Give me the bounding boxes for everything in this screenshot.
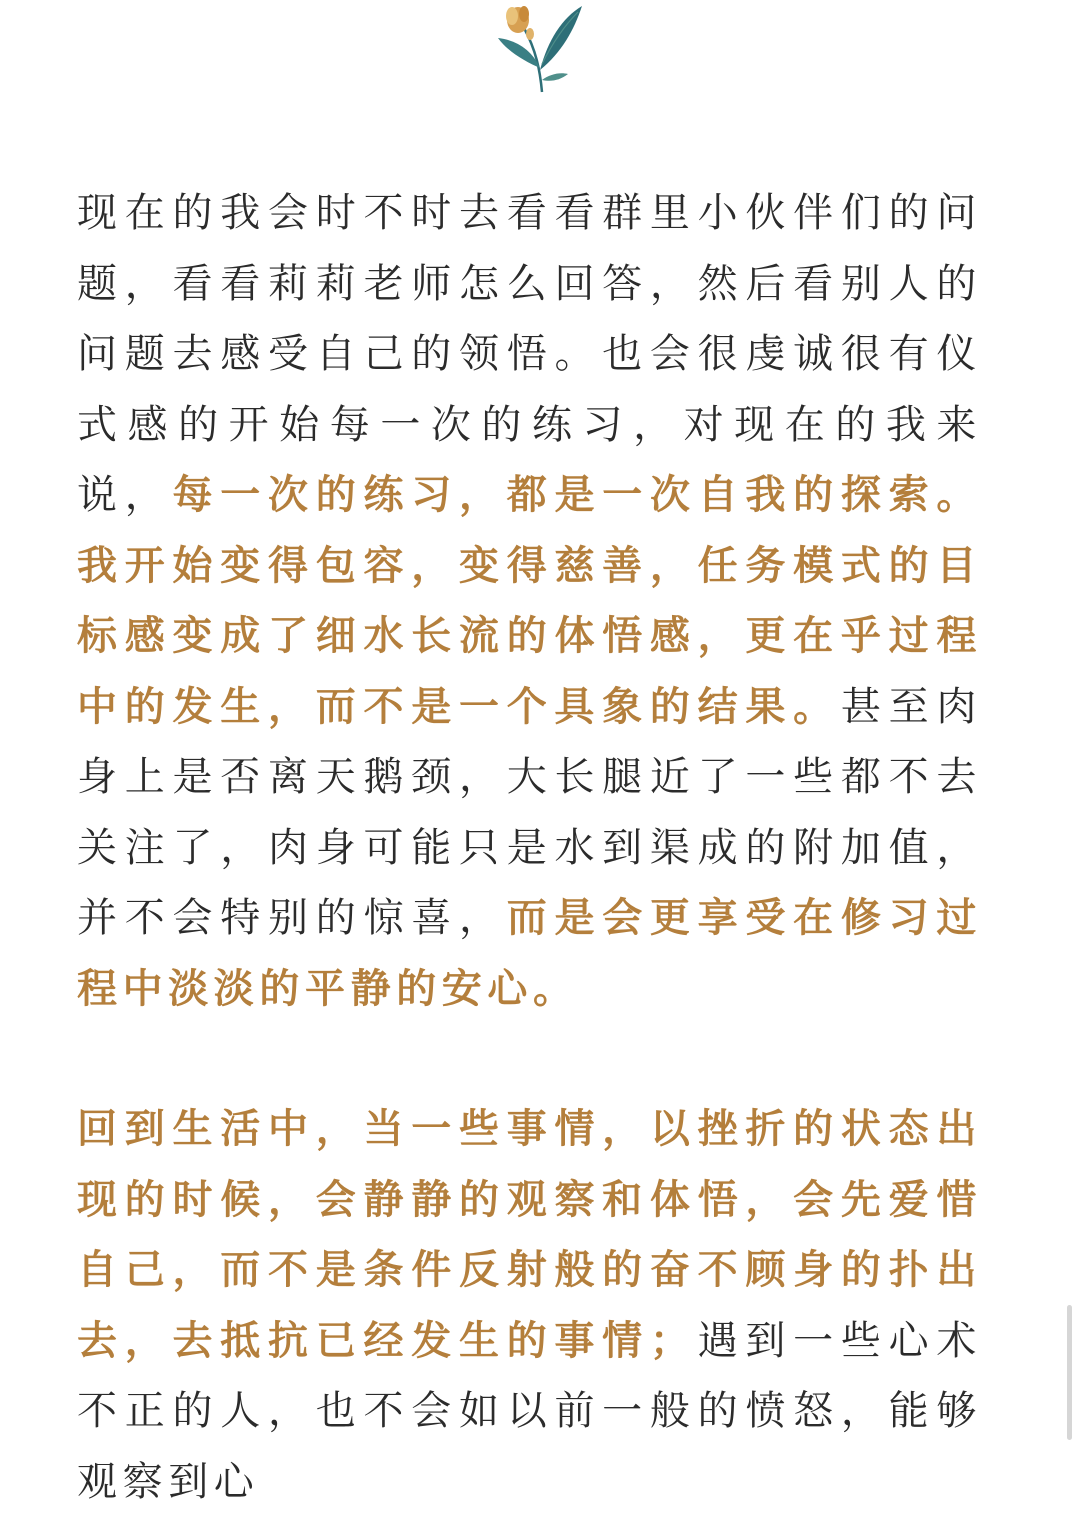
highlighted-text: 回到生活中，当一些事情，以挫折的状态出现的时候，会静静的观察和体悟，会先爱惜自己，而不是条件反射般的奋不顾身的扑出去，去抵抗已经发生的事情； [77,1106,982,1364]
highlighted-text: 而是会更享受在修习过程中淡淡的平静的安心。 [77,895,982,1012]
text-segment: 现在的我会时不时去看看群里小伙伴们的问题，看看莉莉老师怎么回答，然后看别人的问题去感受自己的领悟。也会很虔诚很有仪式感的开始每一次的练习，对现在的我来说， [77,190,982,518]
paragraph [77,178,982,1024]
text-segment: 遇到一些心术不正的人，也不会如以前一般的愤怒，能够观察到心 [77,1317,982,1505]
scrollbar[interactable] [1067,1305,1072,1440]
botanical-flower-icon [490,0,590,95]
article-body [77,178,982,1517]
text-segment: 甚至肉身上是否离天鹅颈，大长腿近了一些都不去关注了，肉身可能只是水到渠成的附加值，并不会特别的惊喜， [77,683,982,941]
highlighted-text: 每一次的练习，都是一次自我的探索。我开始变得包容，变得慈善，任务模式的目标感变成了细水长流的体悟感，更在乎过程中的发生，而不是一个具象的结果。 [77,472,983,730]
paragraph [77,1094,982,1517]
